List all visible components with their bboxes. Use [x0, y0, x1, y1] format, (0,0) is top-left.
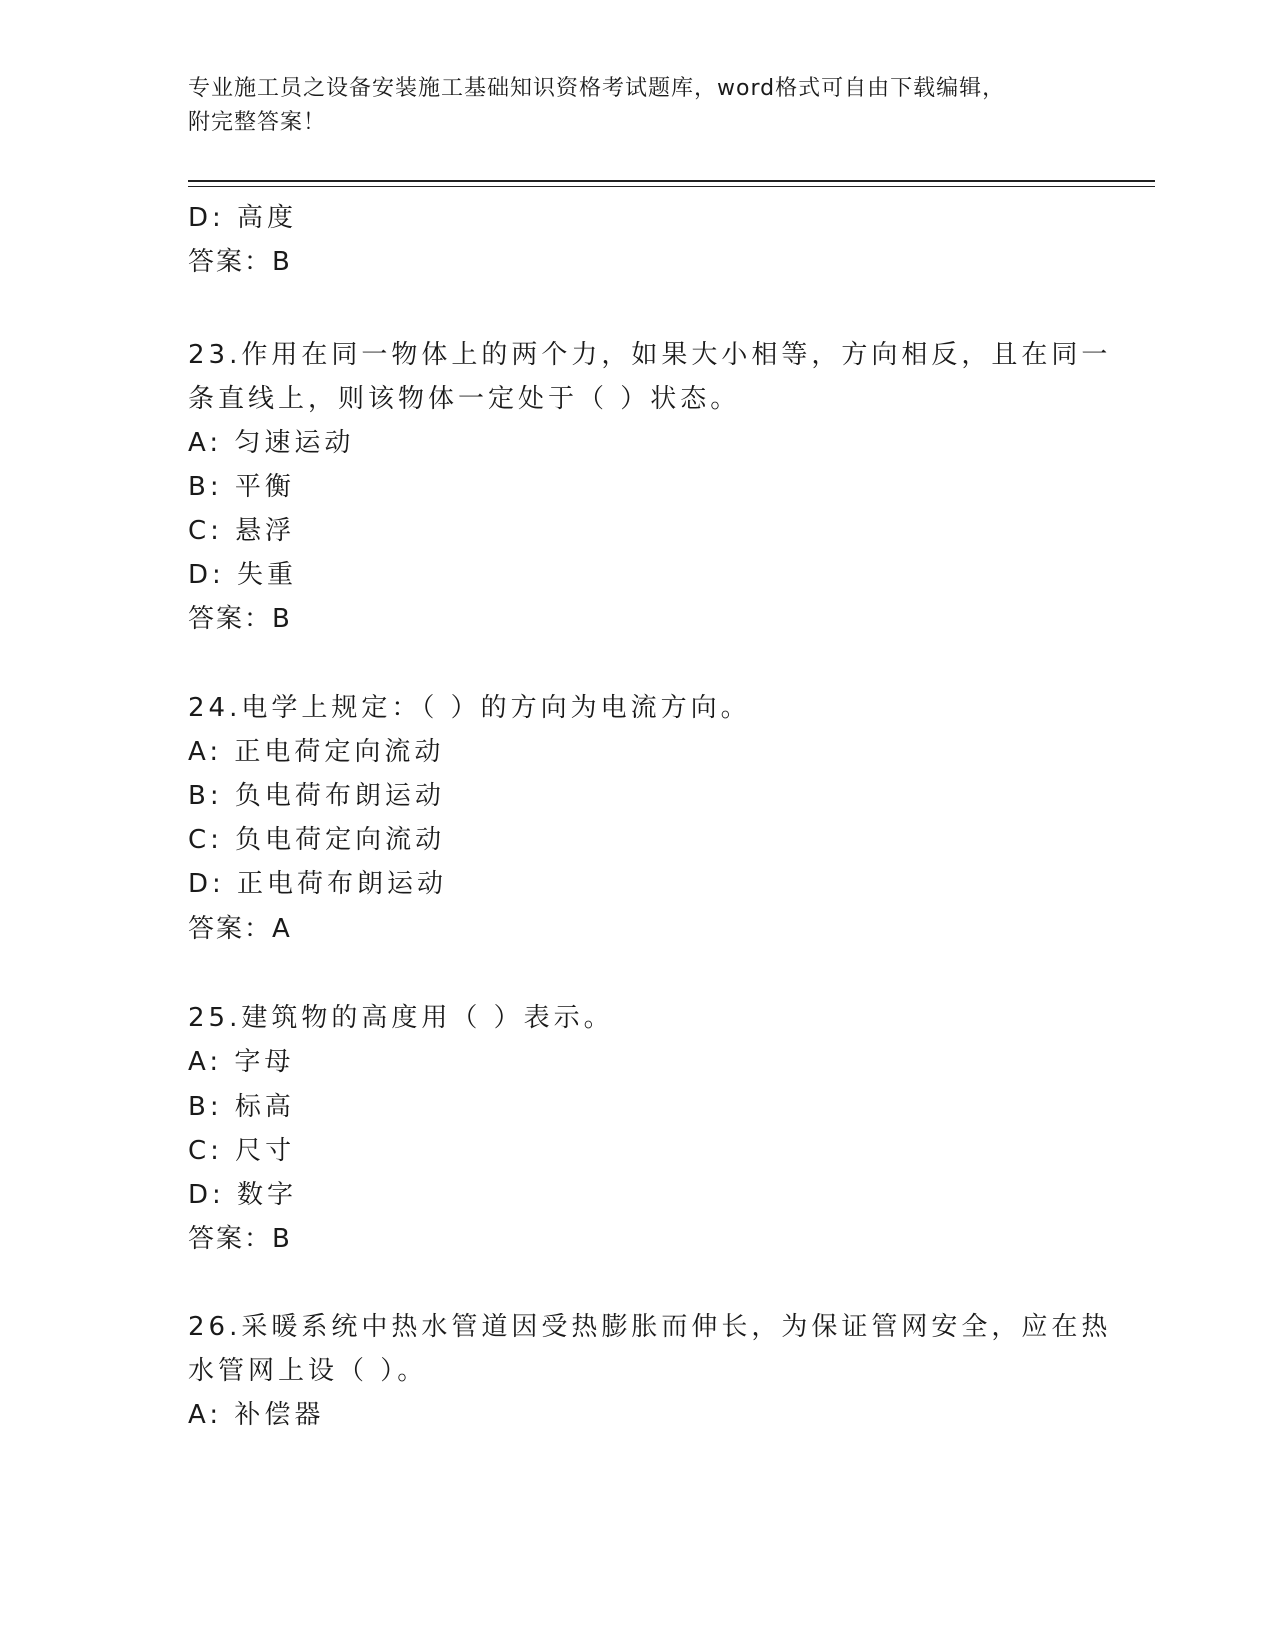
question-26-stem-line-2: 水管网上设（ ）。 [188, 1356, 428, 1386]
page-header [188, 72, 1068, 140]
header-line-1: 专业施工员之设备安装施工基础知识资格考试题库，word格式可自由下载编辑， [188, 76, 1006, 101]
question-25-answer: 答案：B [188, 1224, 292, 1254]
question-25-option-b: B: 标高 [188, 1092, 295, 1122]
question-24-answer: 答案：A [188, 914, 292, 944]
question-25-option-c: C: 尺寸 [188, 1136, 296, 1166]
question-23-option-c: C: 悬浮 [188, 516, 296, 546]
question-23-option-d: D: 失重 [188, 560, 298, 590]
question-24-option-c: C: 负电荷定向流动 [188, 825, 446, 855]
header-divider-thin [188, 186, 1155, 187]
header-divider-thick [188, 180, 1155, 182]
question-23-option-a: A: 匀速运动 [188, 428, 355, 458]
header-line-2: 附完整答案！ [188, 110, 327, 135]
question-23-option-b: B: 平衡 [188, 472, 295, 502]
question-24-option-a: A: 正电荷定向流动 [188, 737, 445, 767]
question-25-option-a: A: 字母 [188, 1047, 295, 1077]
question-25-stem-line-1: 25.建筑物的高度用（ ）表示。 [188, 1003, 614, 1033]
question-26-stem-line-1: 26.采暖系统中热水管道因受热膨胀而伸长，为保证管网安全，应在热 [188, 1312, 1112, 1342]
question-23-stem-line-2: 条直线上，则该物体一定处于（ ）状态。 [188, 384, 741, 414]
question-26-option-a: A: 补偿器 [188, 1400, 325, 1430]
question-24-option-d: D: 正电荷布朗运动 [188, 869, 448, 899]
prev-option-d: D: 高度 [188, 203, 298, 233]
question-23-answer: 答案：B [188, 604, 292, 634]
question-24-stem-line-1: 24.电学上规定：（ ）的方向为电流方向。 [188, 693, 751, 723]
question-23-stem-line-1: 23.作用在同一物体上的两个力，如果大小相等，方向相反，且在同一 [188, 340, 1112, 370]
question-25-option-d: D: 数字 [188, 1180, 298, 1210]
question-24-option-b: B: 负电荷布朗运动 [188, 781, 445, 811]
prev-answer: 答案：B [188, 247, 292, 277]
